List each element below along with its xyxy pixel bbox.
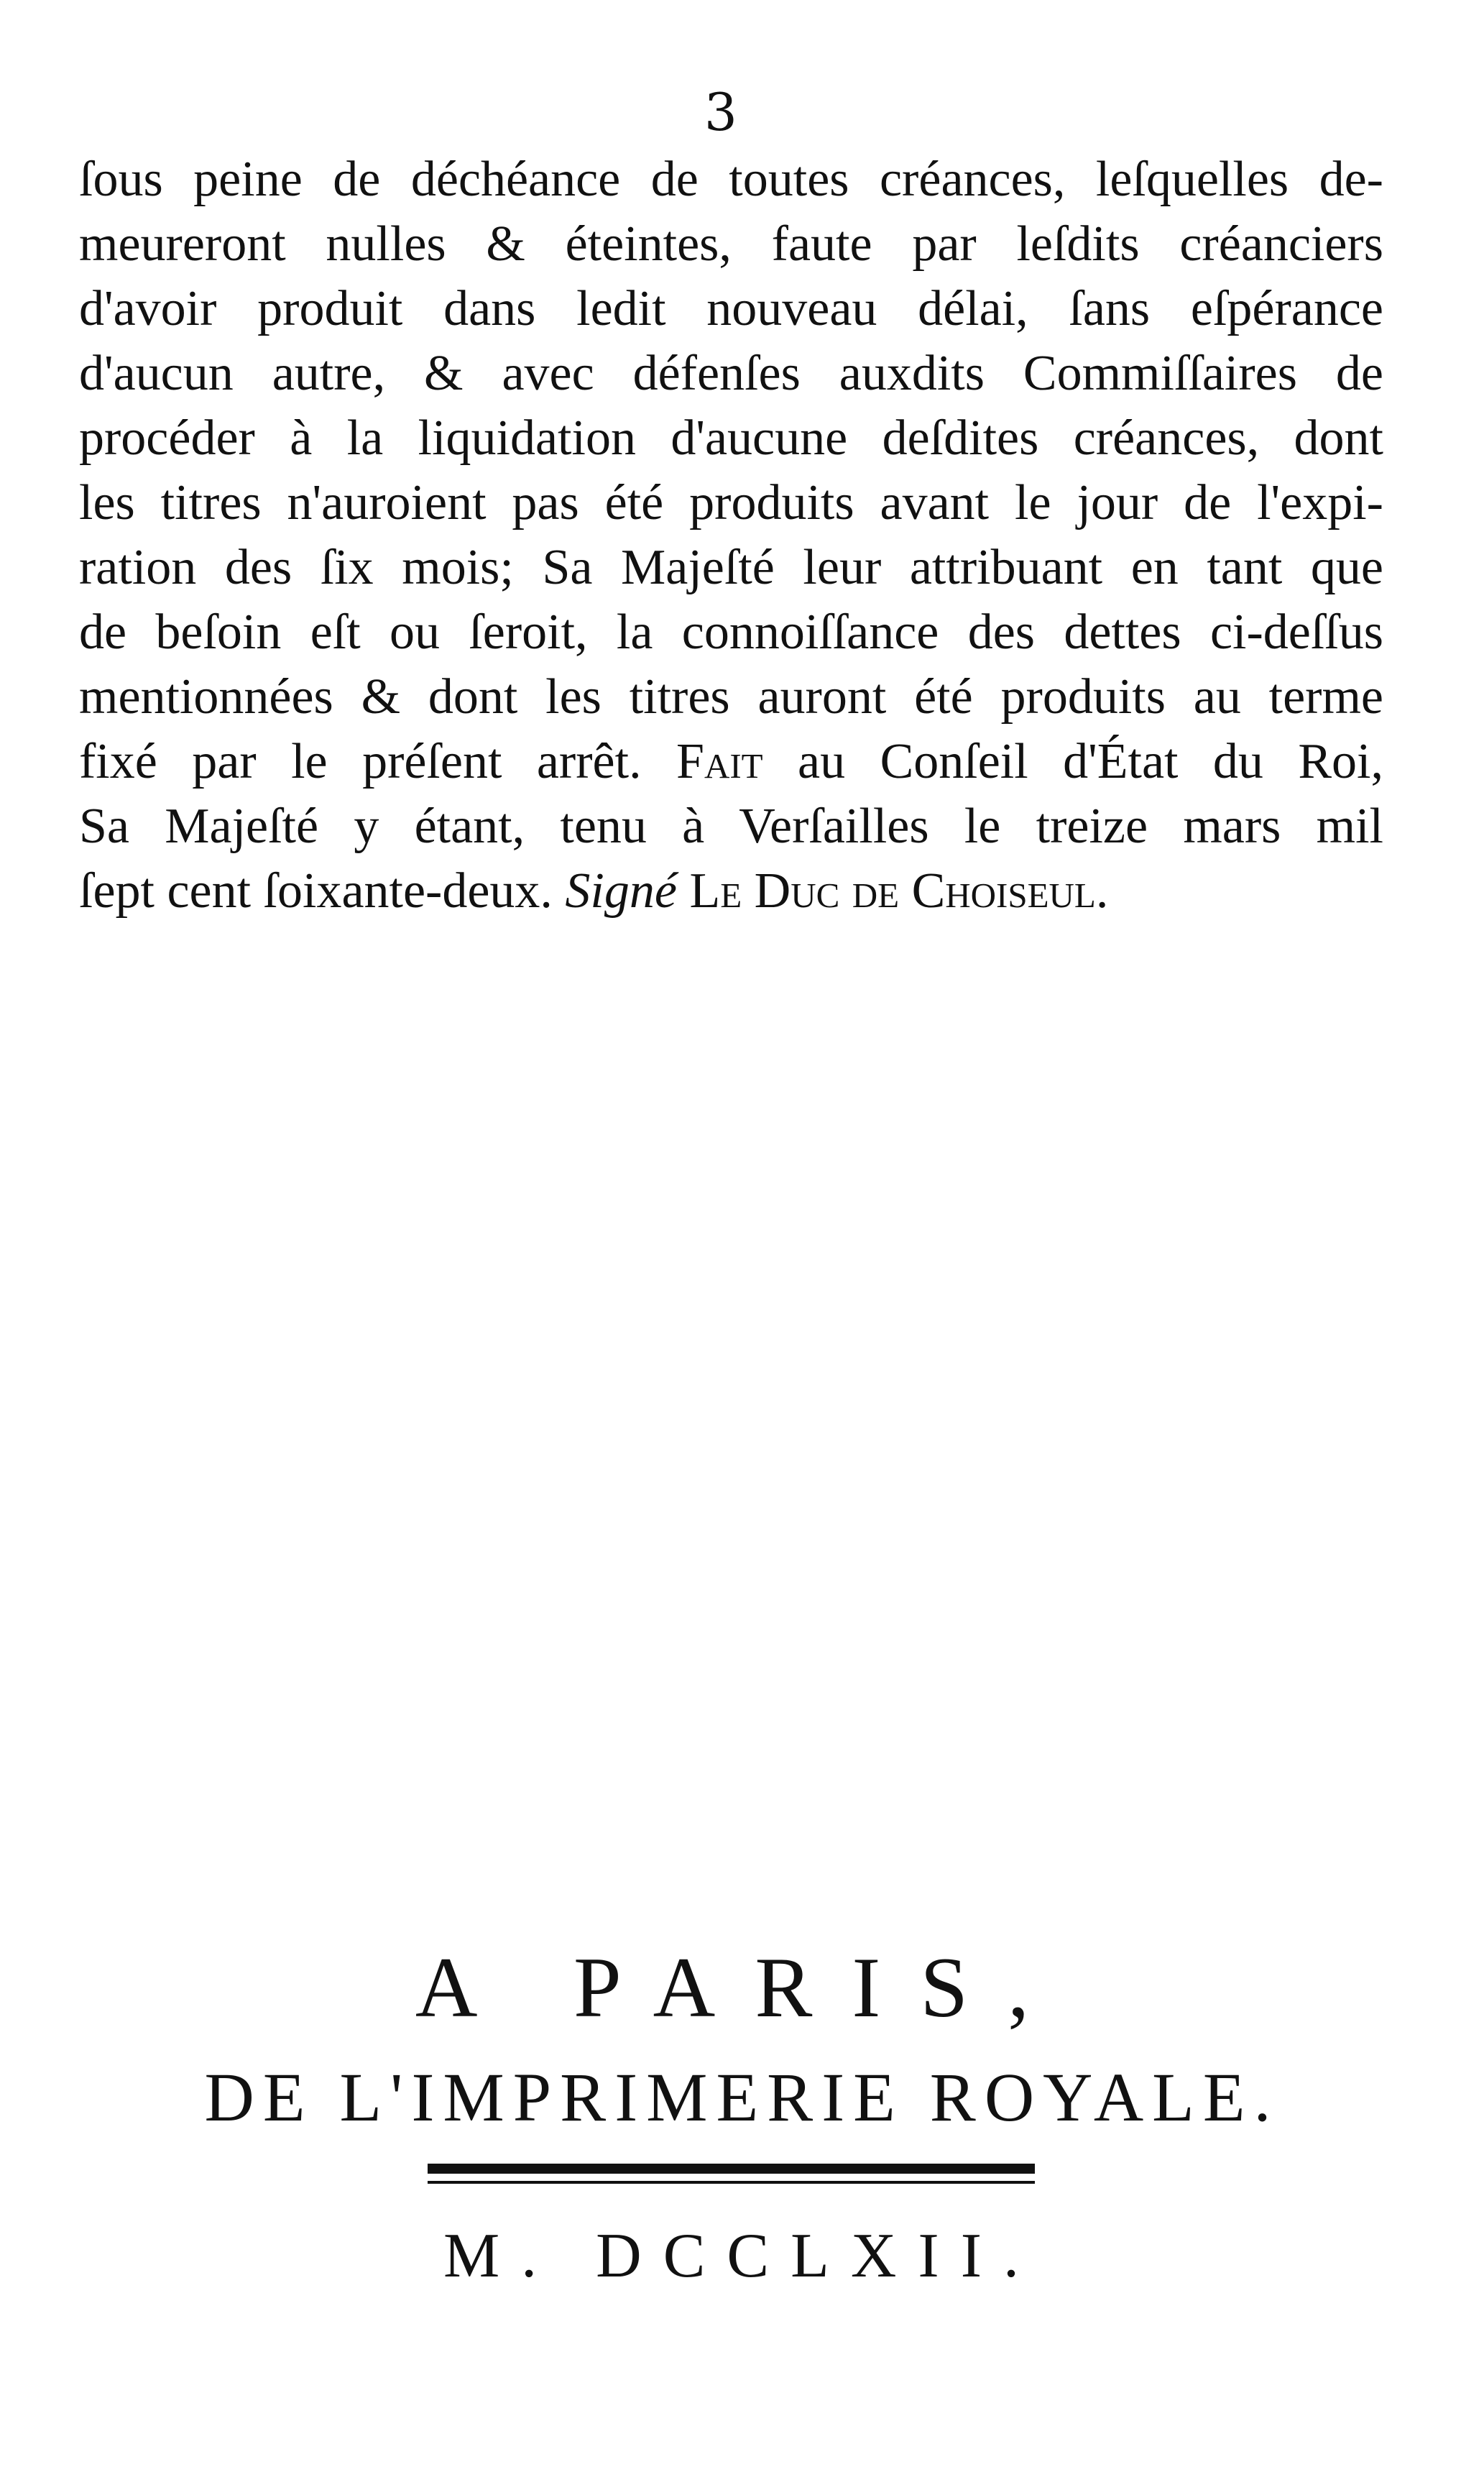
text-line: mentionnées & dont les titres auront été produits au terme [79, 669, 1383, 725]
imprint-rule-thin [428, 2181, 1035, 2184]
text-line: ſous peine de déchéance de toutes créances, leſquelles de- [79, 152, 1383, 207]
signe-word: Signé [565, 863, 677, 919]
decree-text [79, 147, 1383, 924]
signatory-name: Le Duc de Choiseul. [676, 863, 1109, 919]
imprint-rule [428, 2164, 1035, 2174]
imprint-city: A PARIS, [415, 1939, 1069, 2035]
text-fragment: au Conſeil d'État du Roi, [762, 734, 1383, 789]
signature-line [79, 859, 1383, 924]
text-fragment: ſept cent ſoixante-deux. [79, 863, 566, 919]
text-line: meureront nulles & éteintes, faute par leſdits créanciers [79, 216, 1383, 272]
text-line: ration des ſix mois; Sa Majeſté leur attribuant en tant que [79, 540, 1383, 595]
imprint-printer: DE L'IMPRIMERIE ROYALE. [204, 2059, 1280, 2136]
text-fragment: fixé par le préſent arrêt. [79, 734, 642, 789]
page-number: 3 [704, 82, 737, 142]
imprint-year: M. DCCLXII. [443, 2221, 1041, 2291]
text-line: procéder à la liquidation d'aucune deſdites créances, dont [79, 410, 1383, 466]
text-line: de beſoin eſt ou ſeroit, la connoiſſance des dettes ci-deſſus [79, 605, 1383, 660]
text-line: d'avoir produit dans ledit nouveau délai, ſans eſpérance [79, 281, 1383, 336]
fait-word: Fait [676, 734, 763, 789]
text-line: les titres n'auroient pas été produits avant le jour de l'expi- [79, 475, 1383, 530]
text-line: d'aucun autre, & avec défenſes auxdits Commiſſaires de [79, 346, 1383, 401]
text-line-with-fait [79, 730, 1383, 794]
text-line: Sa Majeſté y étant, tenu à Verſailles le treize mars mil [79, 799, 1383, 854]
